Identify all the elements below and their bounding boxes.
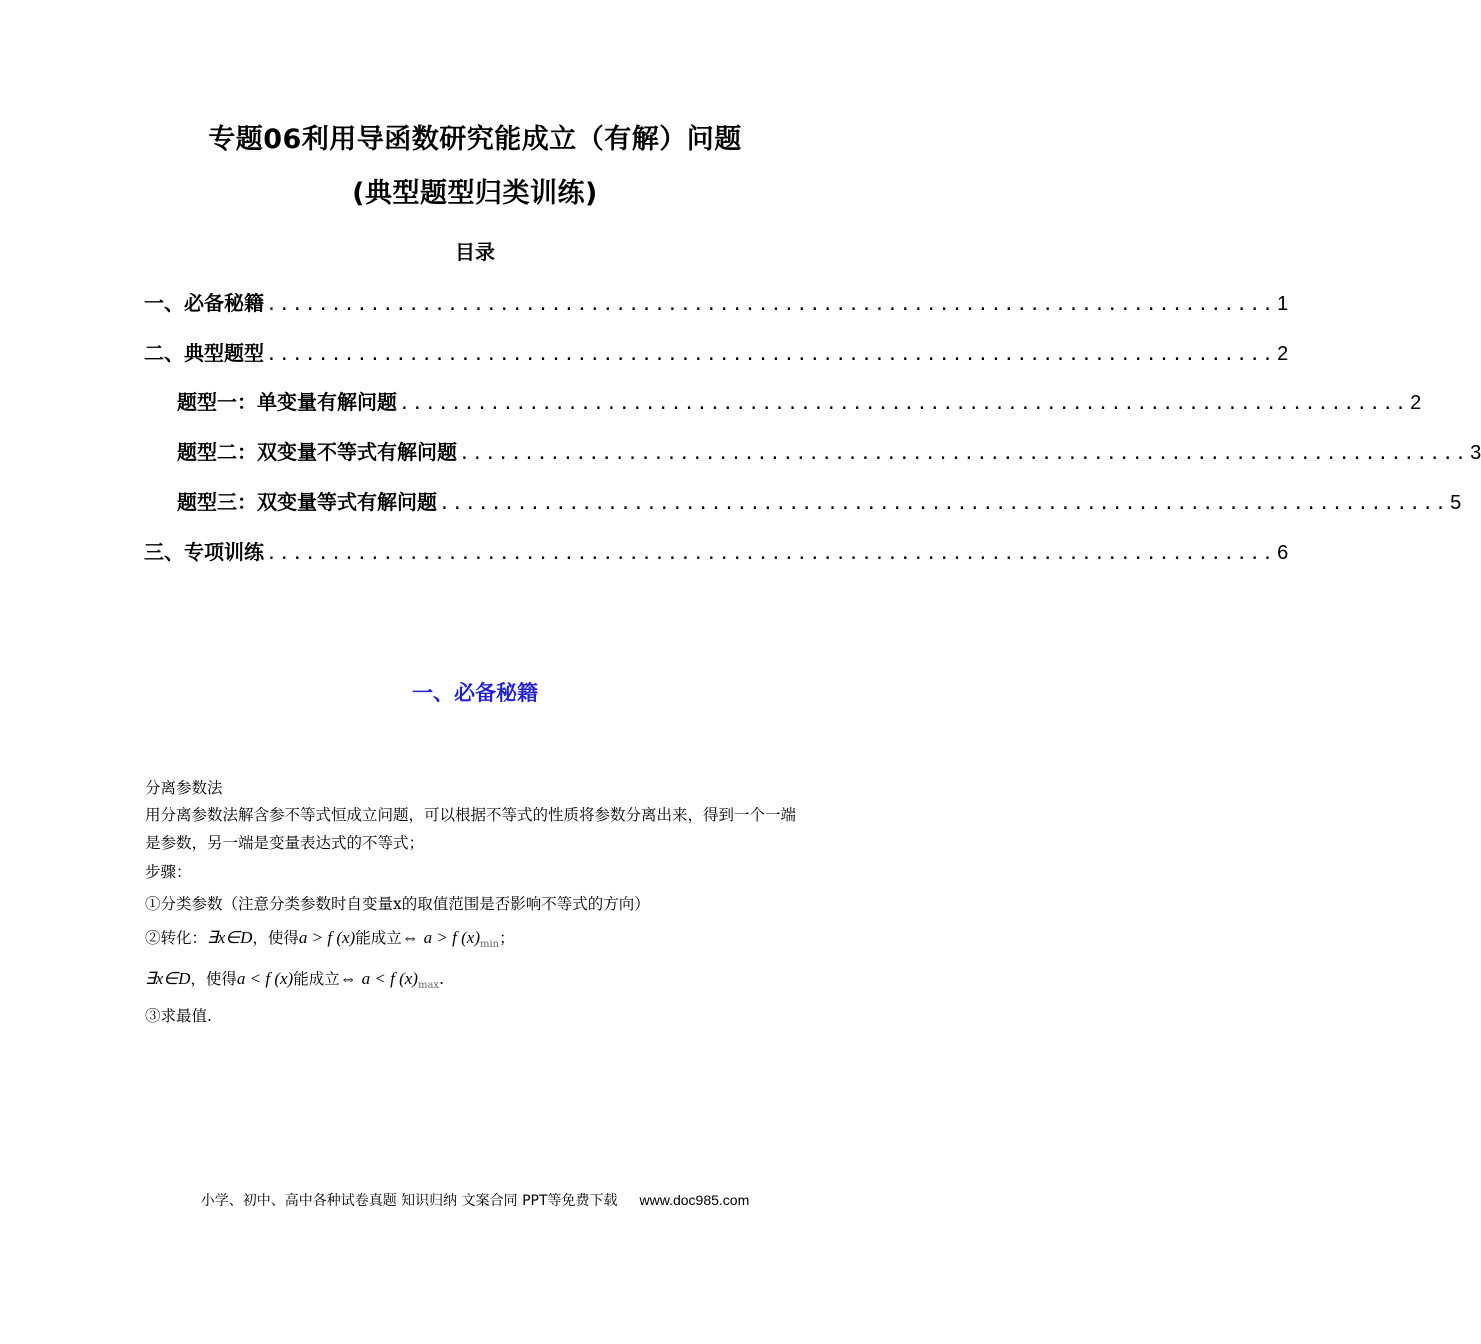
toc-entry[interactable] [144,337,1289,366]
result-formula: a > f (x) [423,928,480,947]
toc-entry-page: 3 [1470,442,1481,464]
step-2b-mid: ，使得 [190,970,237,988]
toc-entry-label: 题型一：单变量有解问题 [177,390,397,414]
step-2-prefix: ②转化： [145,929,208,947]
max-subscript: max [417,980,440,992]
toc-leader: .............................................................................. [266,344,1276,365]
toc-leader: .............................................................................. [266,543,1276,564]
toc-entry-label: 三、专项训练 [144,540,264,564]
steps-label: 步骤： [145,863,192,881]
toc-entry-label: 题型三：双变量等式有解问题 [177,490,437,514]
toc-leader: .............................................................................. [266,294,1276,315]
toc-entry[interactable] [177,436,1481,465]
step-2 [145,926,515,950]
condition-formula: ∃x∈D [145,969,191,988]
toc-entry-label: 题型二：双变量不等式有解问题 [177,440,457,464]
inequality-formula: a < f (x) [236,969,294,988]
step-2-end: ； [499,929,515,947]
min-subscript: min [479,939,500,951]
document-subtitle: (典型题型归类训练) [352,178,598,209]
iff-icon: ⇔ [401,928,419,947]
toc-entry-page: 2 [1277,343,1289,365]
document-title: 专题06利用导函数研究能成立（有解）问题 [208,124,742,155]
step-1: ①分类参数（注意分类参数时自变量x的取值范围是否影响不等式的方向） [145,895,650,913]
iff-icon: ⇔ [339,969,357,988]
toc-entry[interactable] [177,486,1462,515]
toc-entry-page: 5 [1450,492,1462,514]
method-paragraph: 用分离参数法解含参不等式恒成立问题，可以根据不等式的性质将参数分离出来，得到一个一端是参数，另一端是变量表达式的不等式； [145,806,797,852]
method-title: 分离参数法 [145,779,223,797]
toc-heading: 目录 [455,240,495,264]
toc-entry-label: 一、必备秘籍 [144,291,264,315]
toc-entry-page: 2 [1410,392,1422,414]
toc-entry-page: 6 [1277,542,1289,564]
step-3: ③求最值. [145,1007,212,1025]
step-2-then: 能成立 [355,929,402,947]
toc-entry-label: 二、典型题型 [144,341,264,365]
result-formula: a < f (x) [361,969,418,988]
toc-entry-page: 1 [1277,293,1289,315]
section-heading: 一、必备秘籍 [412,681,538,705]
toc-leader: .............................................................................. [399,393,1409,414]
condition-formula: ∃x∈D [207,928,253,947]
step-2b [145,967,444,991]
step-2-mid: ，使得 [252,929,299,947]
toc-entry[interactable] [177,386,1422,415]
toc-leader: .............................................................................. [439,493,1449,514]
toc-leader: .............................................................................. [459,443,1469,464]
step-2b-end: . [439,970,444,988]
page-footer [0,1190,950,1210]
footer-text: 小学、初中、高中各种试卷真题 知识归纳 文案合同 PPT等免费下载 [200,1193,618,1209]
footer-site-link[interactable]: www.doc985.com [639,1192,750,1208]
toc-entry[interactable] [144,287,1289,316]
toc-entry[interactable] [144,536,1289,565]
inequality-formula: a > f (x) [298,928,356,947]
step-2b-then: 能成立 [293,970,340,988]
